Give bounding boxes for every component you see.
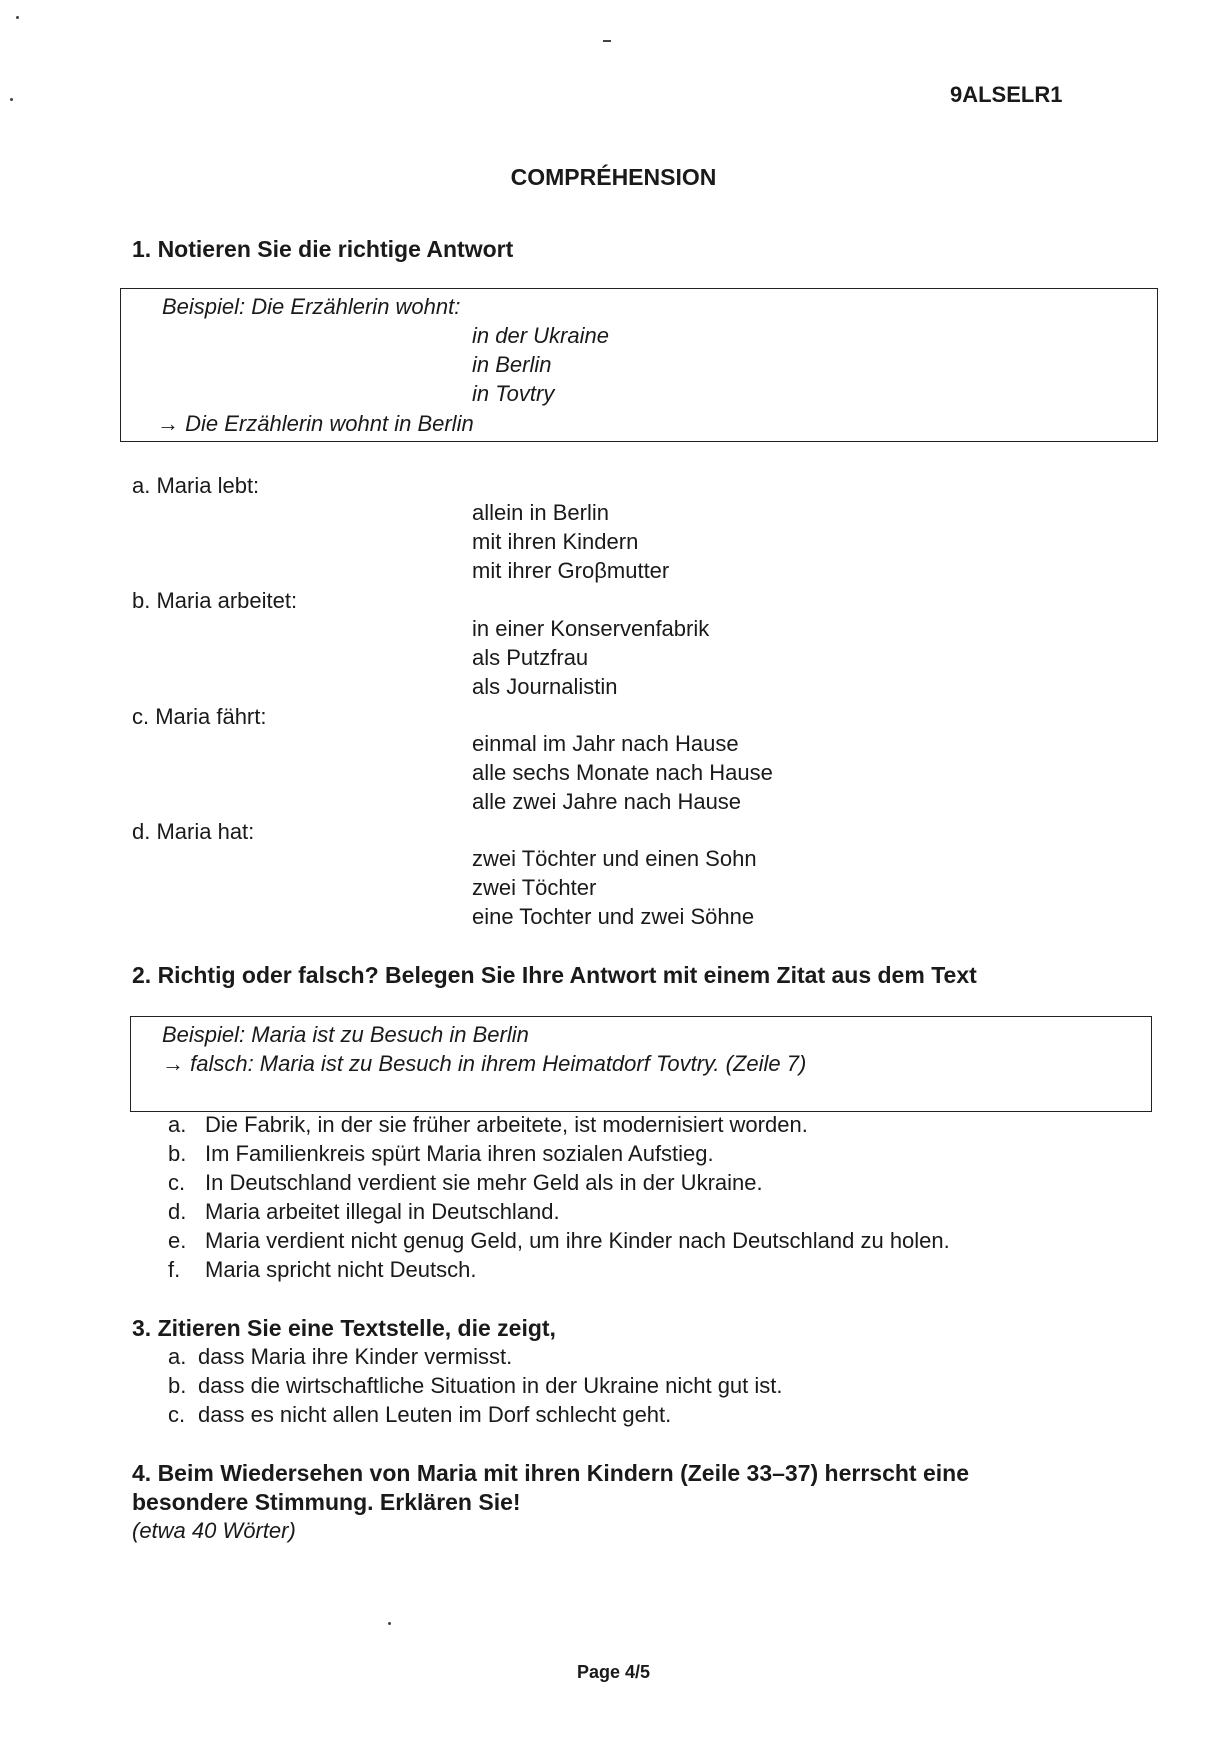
item-label: b. [168,1373,187,1398]
item-text: Maria verdient nicht genug Geld, um ihre Kinder nach Deutschland zu holen. [205,1228,950,1253]
q1-option: alle zwei Jahre nach Hause [472,789,742,814]
list-item [168,1342,783,1371]
list-item [168,1197,950,1226]
q3-item-list [168,1342,783,1429]
q1-option: mit ihrer Groβmutter [472,558,670,583]
list-item [168,1168,950,1197]
scan-speck [388,1622,391,1625]
item-text: Die Fabrik, in der sie früher arbeitete, ist modernisiert worden. [205,1112,808,1137]
q1-option: allein in Berlin [472,500,609,525]
scan-speck [10,98,13,101]
list-item [168,1400,783,1429]
q1-example-answer: → Die Erzählerin wohnt in Berlin [157,411,474,436]
q1-option: in einer Konservenfabrik [472,616,710,641]
q1-heading: 1. Notieren Sie die richtige Antwort [132,236,514,262]
q3-heading: 3. Zitieren Sie eine Textstelle, die zeigt, [132,1315,556,1341]
q2-heading: 2. Richtig oder falsch? Belegen Sie Ihre Antwort mit einem Zitat aus dem Text [132,962,977,988]
item-label: f. [168,1257,181,1282]
q1-item-label: d. Maria hat: [132,819,255,844]
q2-example-answer: → falsch: Maria ist zu Besuch in ihrem Heimatdorf Tovtry. (Zeile 7) [162,1051,807,1076]
document-code: 9ALSELR1 [950,82,1063,107]
list-item [168,1110,950,1139]
item-text: dass die wirtschaftliche Situation in der Ukraine nicht gut ist. [198,1373,783,1398]
item-label: a. [168,1344,187,1369]
item-label: c. [168,1170,186,1195]
item-text: dass es nicht allen Leuten im Dorf schlecht geht. [198,1402,672,1427]
q1-option: zwei Töchter und einen Sohn [472,846,757,871]
q4-heading-line1: 4. Beim Wiedersehen von Maria mit ihren Kindern (Zeile 33–37) herrscht eine [132,1460,970,1486]
item-text: Maria spricht nicht Deutsch. [205,1257,477,1282]
list-item [168,1371,783,1400]
item-label: e. [168,1228,187,1253]
list-item [168,1139,950,1168]
q1-example-option: in der Ukraine [472,323,609,348]
scan-speck [16,16,19,19]
q1-item-label: b. Maria arbeitet: [132,588,298,613]
q2-example-prompt: Beispiel: Maria ist zu Besuch in Berlin [162,1022,529,1047]
q4-heading-line2: besondere Stimmung. Erklären Sie! [132,1489,521,1515]
q1-example-option: in Berlin [472,352,552,377]
q1-option: alle sechs Monate nach Hause [472,760,773,785]
scan-speck [603,40,611,42]
item-text: dass Maria ihre Kinder vermisst. [198,1344,513,1369]
q2-statement-list [168,1110,950,1284]
q1-item-label: c. Maria fährt: [132,704,267,729]
section-title: COMPRÉHENSION [510,164,717,190]
item-label: b. [168,1141,187,1166]
list-item [168,1255,950,1284]
q1-item-label: a. Maria lebt: [132,473,260,498]
q1-example-option: in Tovtry [472,381,555,406]
list-item [168,1226,950,1255]
page-number: Page 4/5 [576,1662,651,1682]
q1-option: eine Tochter und zwei Söhne [472,904,755,929]
item-label: a. [168,1112,187,1137]
q1-example-prompt: Beispiel: Die Erzählerin wohnt: [162,294,461,319]
item-text: In Deutschland verdient sie mehr Geld als in der Ukraine. [205,1170,763,1195]
q1-option: einmal im Jahr nach Hause [472,731,739,756]
q1-option: zwei Töchter [472,875,597,900]
item-label: d. [168,1199,187,1224]
q1-option: als Journalistin [472,674,618,699]
item-text: Im Familienkreis spürt Maria ihren sozialen Aufstieg. [205,1141,714,1166]
q4-word-count-note: (etwa 40 Wörter) [132,1518,296,1543]
item-text: Maria arbeitet illegal in Deutschland. [205,1199,560,1224]
q1-option: als Putzfrau [472,645,589,670]
q1-option: mit ihren Kindern [472,529,639,554]
item-label: c. [168,1402,186,1427]
